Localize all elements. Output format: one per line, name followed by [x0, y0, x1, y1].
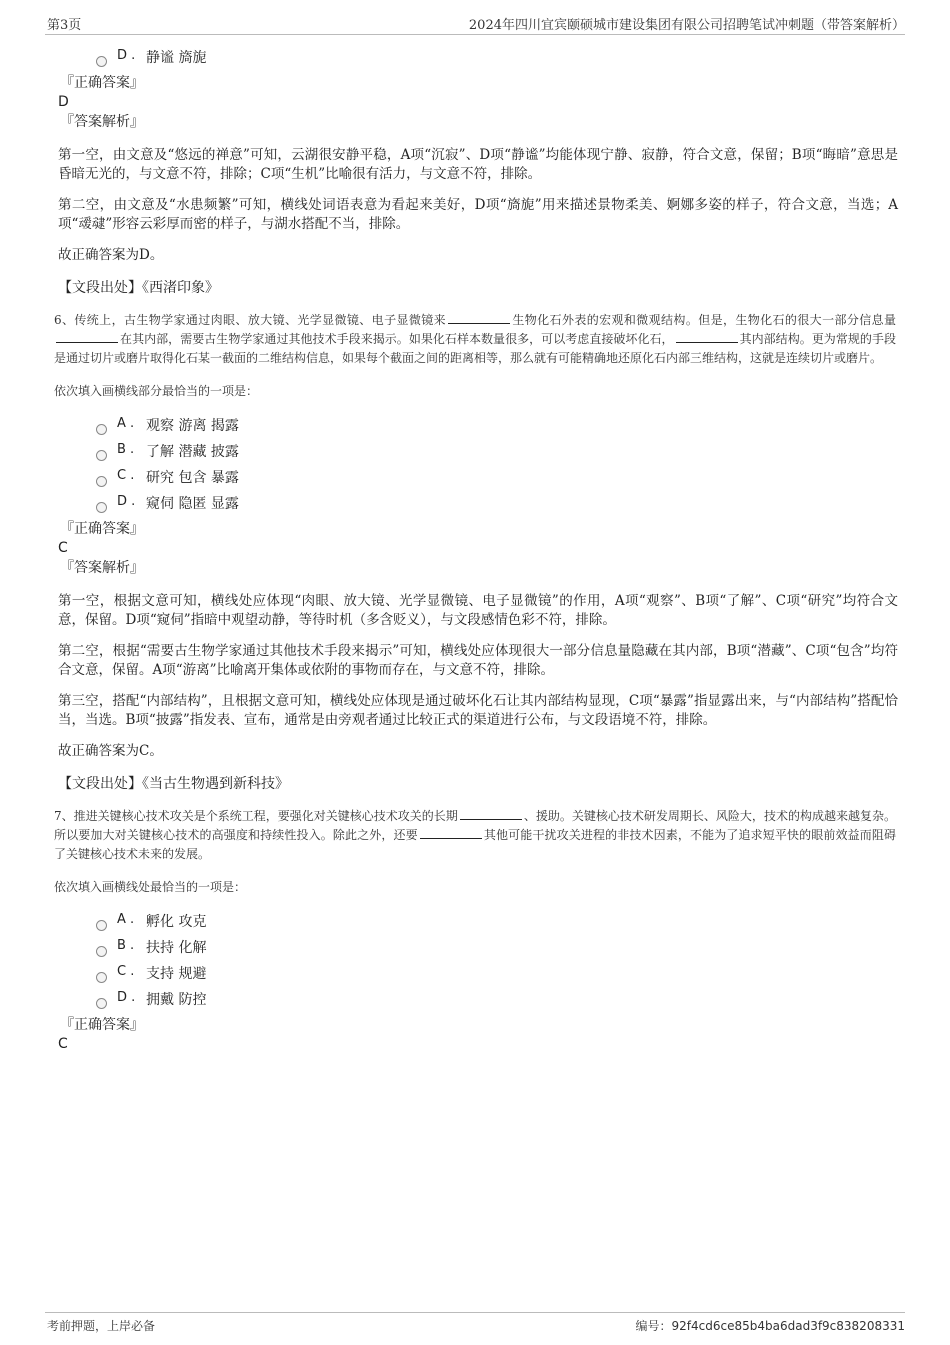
- radio-icon[interactable]: [96, 920, 107, 931]
- analysis-paragraph: 故正确答案为C。: [58, 743, 163, 759]
- correct-answer-value: D: [58, 94, 69, 110]
- question-7-prompt: 依次填入画横线处最恰当的一项是：: [54, 880, 247, 894]
- option-b[interactable]: B . 了解 潜藏 披露: [96, 441, 898, 467]
- question-7-text: 7、推进关键核心技术攻关是个系统工程，要强化对关键核心技术攻关的长期 、援助。关键核心技术研发周期长、风险大，技术的构成越来越复杂。所以要加大对关键核心技术的高强度和持续性投入。除此之外，还要 其他可能干扰攻关进程的非技术因素，不能为了追求短平快的眼前效益而阻碍了关键核心技术未来的发展。: [54, 809, 896, 861]
- radio-icon[interactable]: [96, 998, 107, 1009]
- analysis-label: 『答案解析』: [60, 560, 144, 576]
- page-number: 第3页: [47, 18, 82, 33]
- source-citation: 【文段出处】《西渚印象》: [58, 280, 219, 296]
- fill-blank: [420, 827, 482, 839]
- fill-blank: [56, 331, 118, 343]
- option-b[interactable]: B . 扶持 化解: [96, 937, 898, 963]
- radio-icon[interactable]: [96, 424, 107, 435]
- question-6-prompt: 依次填入画横线部分最恰当的一项是：: [54, 384, 259, 398]
- analysis-paragraph: 第一空，根据文意可知，横线处应体现“肉眼、放大镜、光学显微镜、电子显微镜”的作用，A项“观察”、B项“了解”、C项“研究”均符合文意，保留。D项“窥伺”指暗中观望动静，等待时机（多含贬义），与文段感情色彩不符，排除。: [58, 593, 898, 628]
- correct-answer-value: C: [58, 1036, 68, 1052]
- option-a[interactable]: A . 孵化 攻克: [96, 911, 898, 937]
- analysis-paragraph: 第三空，搭配“内部结构”，且根据文意可知，横线处应体现是通过破坏化石让其内部结构显现，C项“暴露”指显露出来，与“内部结构”搭配恰当，当选。B项“披露”指发表、宣布，通常是由旁观者通过比较正式的渠道进行公布，与文段语境不符，排除。: [58, 693, 898, 728]
- option-d[interactable]: D . 拥戴 防控: [96, 989, 898, 1015]
- source-citation: 【文段出处】《当古生物遇到新科技》: [58, 776, 289, 792]
- radio-icon[interactable]: [96, 946, 107, 957]
- correct-answer-label: 『正确答案』: [60, 1017, 144, 1033]
- fill-blank: [676, 331, 738, 343]
- analysis-paragraph: 第二空，根据“需要古生物学家通过其他技术手段来揭示”可知，横线处应体现很大一部分信息量隐藏在其内部，B项“潜藏”、C项“包含”均符合文意，保留。A项“游离”比喻离开集体或依附的事物而存在，与文意不符，排除。: [58, 643, 898, 678]
- radio-icon[interactable]: [96, 450, 107, 461]
- radio-icon[interactable]: [96, 476, 107, 487]
- option-c[interactable]: C . 研究 包含 暴露: [96, 467, 898, 493]
- correct-answer-value: C: [58, 540, 68, 556]
- fill-blank: [460, 808, 522, 820]
- page-footer: [45, 1312, 905, 1333]
- analysis-paragraph: 故正确答案为D。: [58, 247, 164, 263]
- analysis-paragraph: 第二空，由文意及“水患频繁”可知，横线处词语表意为看起来美好，D项“旖旎”用来描述景物柔美、婀娜多姿的样子，符合文意，当选；A项“叆叇”形容云彩厚而密的样子，与湖水搭配不当，排除。: [58, 197, 898, 232]
- option-c[interactable]: C . 支持 规避: [96, 963, 898, 989]
- footer-slogan: 考前押题，上岸必备: [47, 1319, 156, 1333]
- radio-icon[interactable]: [96, 502, 107, 513]
- option-d[interactable]: D . 窥伺 隐匿 显露: [96, 493, 898, 519]
- radio-icon[interactable]: [96, 56, 107, 67]
- analysis-label: 『答案解析』: [60, 114, 144, 130]
- option-d[interactable]: D . 静谧 旖旎: [96, 47, 898, 73]
- analysis-paragraph: 第一空，由文意及“悠远的禅意”可知，云湖很安静平稳，A项“沉寂”、D项“静谧”均能体现宁静、寂静，符合文意，保留；B项“晦暗”意思是昏暗无光的，与文意不符，排除；C项“生机”比喻很有活力，与文意不符，排除。: [58, 147, 898, 182]
- option-a[interactable]: A . 观察 游离 揭露: [96, 415, 898, 441]
- fill-blank: [448, 312, 510, 324]
- correct-answer-label: 『正确答案』: [60, 521, 144, 537]
- document-code: 编号：92f4cd6ce85b4ba6dad3f9c838208331: [635, 1319, 905, 1333]
- question-6-text: 6、传统上，古生物学家通过肉眼、放大镜、光学显微镜、电子显微镜来 生物化石外表的宏观和微观结构。但是，生物化石的很大一部分信息量在其内部，需要古生物学家通过其他技术手段来揭示。如果化石样本数量很多，可以考虑直接破坏化石， 其内部结构。更为常规的手段是通过切片或磨片取得化石某一截面的二维结构信息，如果每个截面之间的距离相等，那么就有可能精确地还原化石内部三维结构，这就是连续切片或磨片。: [54, 313, 896, 365]
- page-header: [45, 14, 905, 35]
- document-title: 2024年四川宜宾颐硕城市建设集团有限公司招聘笔试冲刺题（带答案解析）: [468, 18, 905, 33]
- document-body: [54, 47, 898, 1054]
- radio-icon[interactable]: [96, 972, 107, 983]
- correct-answer-label: 『正确答案』: [60, 75, 144, 91]
